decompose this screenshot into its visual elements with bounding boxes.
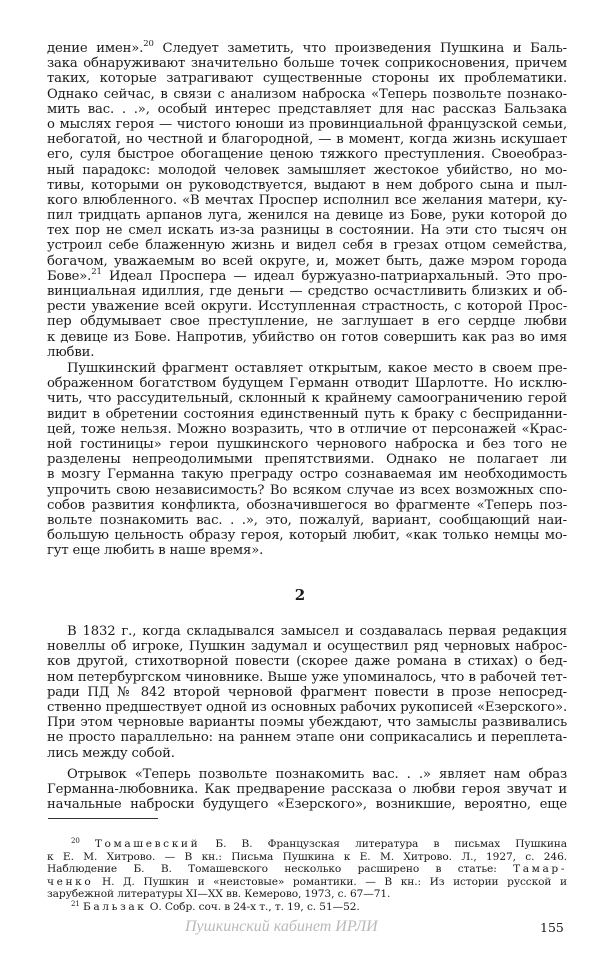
- text-segment: Следует заметить, что произведения Пушкина и Баль-: [153, 41, 567, 56]
- text-segment: его, суля быстрое обогащение ценою тяжкого преступления. Своеобраз-: [47, 147, 567, 163]
- text-segment: ный парадокс: молодой человек замышляет жестокое убийство, но мо-: [47, 162, 567, 178]
- footnote-reference: 21: [71, 899, 80, 908]
- text-line: [47, 863, 567, 876]
- text-segment: видит в обретении состояния единственный путь к браку с бесприданни-: [47, 406, 567, 422]
- text-segment: кого влюбленного. «В мечтах Проспер исполнил все желания матери, ку-: [47, 192, 567, 208]
- text-segment: О. Собр. соч. в 24-х т., т. 19, с. 51—52.: [146, 900, 360, 913]
- text-segment: Бове».: [47, 268, 92, 284]
- text-line: [47, 254, 567, 269]
- text-segment: разделены непреодолимыми препятствиями. Однако не полагает ли: [47, 452, 567, 468]
- watermark-text: Пушкинский кабинет ИРЛИ: [185, 918, 378, 935]
- author-name: Томашевский: [94, 838, 201, 850]
- text-line: [47, 314, 567, 329]
- text-line: [47, 238, 567, 253]
- text-line: [47, 624, 567, 639]
- text-segment: большую цельность образу героя, который любит, «как только немцы мо-: [47, 528, 567, 544]
- paragraph-3: [47, 624, 567, 761]
- paragraph-4: [47, 767, 567, 813]
- text-line: [47, 685, 567, 700]
- text-segment: вольте познакомить вас. . .», это, пожалуй, вариант, сообщающий наи-: [47, 512, 567, 528]
- text-segment: чить, что рассудительный, склонный к крайнему самоограничению герой: [47, 391, 567, 407]
- text-segment: Н. Д. Пушкин и «неистовые» романтики. — В кн.: Из истории русской и: [93, 875, 567, 888]
- text-segment: тех пор не смел искать из-за разницы в состоянии. На эти сто тысяч он: [47, 223, 567, 239]
- text-line: [47, 498, 567, 513]
- author-name: ченко: [47, 875, 94, 888]
- text-line: [47, 670, 567, 685]
- text-segment: При этом черновые варианты поэмы убеждают, что замыслы развивались: [47, 715, 567, 731]
- text-line: [47, 266, 567, 284]
- text-line: [47, 654, 567, 669]
- section-heading: 2: [294, 586, 306, 604]
- text-segment: к Е. М. Хитрово. — В кн.: Письма Пушкина к Е. М. Хитрово. Л., 1927, с. 246.: [47, 850, 567, 863]
- text-line: [47, 147, 567, 162]
- text-line: [47, 888, 567, 901]
- text-line: [47, 467, 567, 482]
- text-segment: собов развития конфликта, обозначившегося во фрагменте «Теперь поз-: [47, 497, 567, 513]
- text-segment: Германна-любовника. Как предварение рассказа о любви героя звучат и: [47, 782, 567, 798]
- text-segment: Однако сейчас, в связи с анализом наброска «Теперь позвольте познако-: [47, 86, 567, 102]
- text-line: [47, 838, 567, 851]
- text-line: [47, 797, 567, 812]
- text-segment: рести уважение всей округи. Исступленная страстность, с которой Прос-: [47, 299, 567, 315]
- text-line: [47, 132, 567, 147]
- text-line: [47, 700, 567, 715]
- text-line: [47, 483, 567, 498]
- text-line: [47, 163, 567, 178]
- text-segment: пил тридцать арпанов луга, женился на девице из Бове, руки которой до: [47, 208, 567, 224]
- text-line: [47, 117, 567, 132]
- text-line: [47, 851, 567, 864]
- text-line: [47, 437, 567, 452]
- text-segment: ной гостиницы» герои пушкинского чернового наброска и без того не: [47, 436, 567, 452]
- text-line: [47, 284, 567, 299]
- footnote-divider: [48, 818, 158, 819]
- footnotes: [47, 838, 567, 914]
- text-segment: пер обдумывает свое преступление, не заглушает в его сердце любви: [47, 314, 567, 330]
- author-name: Бальзак: [83, 900, 147, 913]
- text-line: [47, 746, 567, 761]
- text-segment: таких, которые затрагивают существенные стороны их проблематики.: [47, 71, 567, 87]
- text-line: [47, 361, 567, 376]
- text-line: [47, 87, 567, 102]
- text-line: [47, 391, 567, 406]
- text-segment: устроил себе блаженную жизнь и видел себя в грезах отцом семейства,: [47, 238, 567, 254]
- text-segment: В 1832 г., когда складывался замысел и создавалась первая редакция: [67, 624, 567, 639]
- text-line: [47, 513, 567, 528]
- text-line: [47, 299, 567, 314]
- text-segment: ственно предшествует одной из основных рабочих рукописей «Езерского».: [47, 699, 567, 715]
- text-segment: ном петербургском чиновнике. Выше уже упоминалось, что в рабочей тет-: [47, 669, 567, 685]
- text-segment: дение имен».: [47, 41, 144, 56]
- text-segment: небогатой, но честной и благородной, — в момент, когда жизнь искушает: [47, 132, 567, 148]
- text-segment: упрочить свою независимость? Во всяком случае из всех возможных спо-: [47, 482, 567, 498]
- text-segment: Наблюдение Б. В. Томашевского несколько расширено в статье:: [47, 863, 514, 876]
- text-line: [47, 330, 567, 345]
- text-segment: новеллы об игроке, Пушкин задумал и осуществил ряд черновых наброс-: [47, 639, 567, 655]
- text-line: [47, 715, 567, 730]
- text-segment: винциальная идиллия, где деньги — средство осчастливить близких и об-: [47, 284, 567, 299]
- footnote-reference: 20: [71, 837, 80, 845]
- text-line: [47, 543, 567, 558]
- text-line: [47, 345, 567, 360]
- text-line: [47, 639, 567, 654]
- text-line: [47, 193, 567, 208]
- text-line: [47, 71, 567, 86]
- text-line: [47, 452, 567, 467]
- text-segment: цей, тоже нельзя. Можно возразить, что в отличие от персонажей «Крас-: [47, 421, 567, 437]
- text-line: [47, 528, 567, 543]
- text-segment: тивы, которыми он руководствуется, выдают в нем доброго сына и пыл-: [47, 177, 567, 193]
- text-line: [47, 422, 567, 437]
- text-line: [47, 56, 567, 71]
- footnote-reference: 20: [143, 39, 154, 49]
- text-segment: к девице из Бове. Напротив, убийство он готов совершить как раз во имя: [47, 329, 567, 345]
- text-segment: начальные наброски будущего «Езерского», возникшие, вероятно, еще: [47, 797, 567, 813]
- text-segment: ображенном богатством будущем Германн отводит Шарлотте. Но исклю-: [47, 376, 567, 392]
- text-segment: мить вас. . .», особый интерес представляет для нас рассказ Бальзака: [47, 101, 567, 117]
- text-segment: гут еще любить в наше время».: [47, 543, 264, 559]
- text-line: [47, 901, 567, 914]
- author-name: Тамар-: [513, 863, 567, 876]
- text-segment: не просто параллельно: на раннем этапе они соприкасались и переплета-: [47, 730, 567, 746]
- text-segment: богачом, уважаемым во всей округе, и, может быть, даже мэром города: [47, 253, 567, 269]
- text-segment: Отрывок «Теперь позвольте познакомить вас. . .» являет нам образ: [67, 767, 567, 782]
- text-segment: зака обнаруживают значительно больше точек соприкосновения, причем: [47, 56, 567, 72]
- text-segment: Пушкинский фрагмент оставляет открытым, какое место в своем пре-: [67, 361, 567, 376]
- text-segment: [80, 838, 95, 850]
- text-segment: о мыслях героя — чистого юноши из провинциальной французской семьи,: [47, 116, 567, 132]
- text-line: [47, 102, 567, 117]
- page-number: 155: [540, 920, 564, 935]
- text-segment: лись между собой.: [47, 745, 175, 761]
- paragraph-2: [47, 361, 567, 558]
- paragraph-1: [47, 41, 567, 360]
- text-line: [47, 178, 567, 193]
- text-line: [47, 208, 567, 223]
- text-line: [47, 41, 567, 56]
- text-segment: ради ПД № 842 второй черновой фрагмент повести в прозе непосред-: [47, 684, 567, 700]
- text-segment: Б. В. Французская литература в письмах Пушкина: [200, 838, 567, 850]
- text-segment: ков другой, стихотворной повести (скорее даже романа в стихах) о бед-: [47, 654, 567, 670]
- text-segment: в мозгу Германна такую преграду остро сознаваемая им необходимость: [47, 467, 567, 483]
- footnote-reference: 21: [91, 266, 102, 277]
- text-segment: любви.: [47, 344, 95, 360]
- text-line: [47, 223, 567, 238]
- text-segment: зарубежной литературы XI—XX вв. Кемерово, 1973, с. 67—71.: [47, 888, 391, 901]
- text-line: [47, 376, 567, 391]
- text-line: [47, 876, 567, 889]
- text-segment: Идеал Проспера — идеал буржуазно-патриархальный. Это про-: [101, 268, 567, 284]
- text-line: [47, 730, 567, 745]
- text-line: [47, 407, 567, 422]
- text-line: [47, 767, 567, 782]
- text-line: [47, 782, 567, 797]
